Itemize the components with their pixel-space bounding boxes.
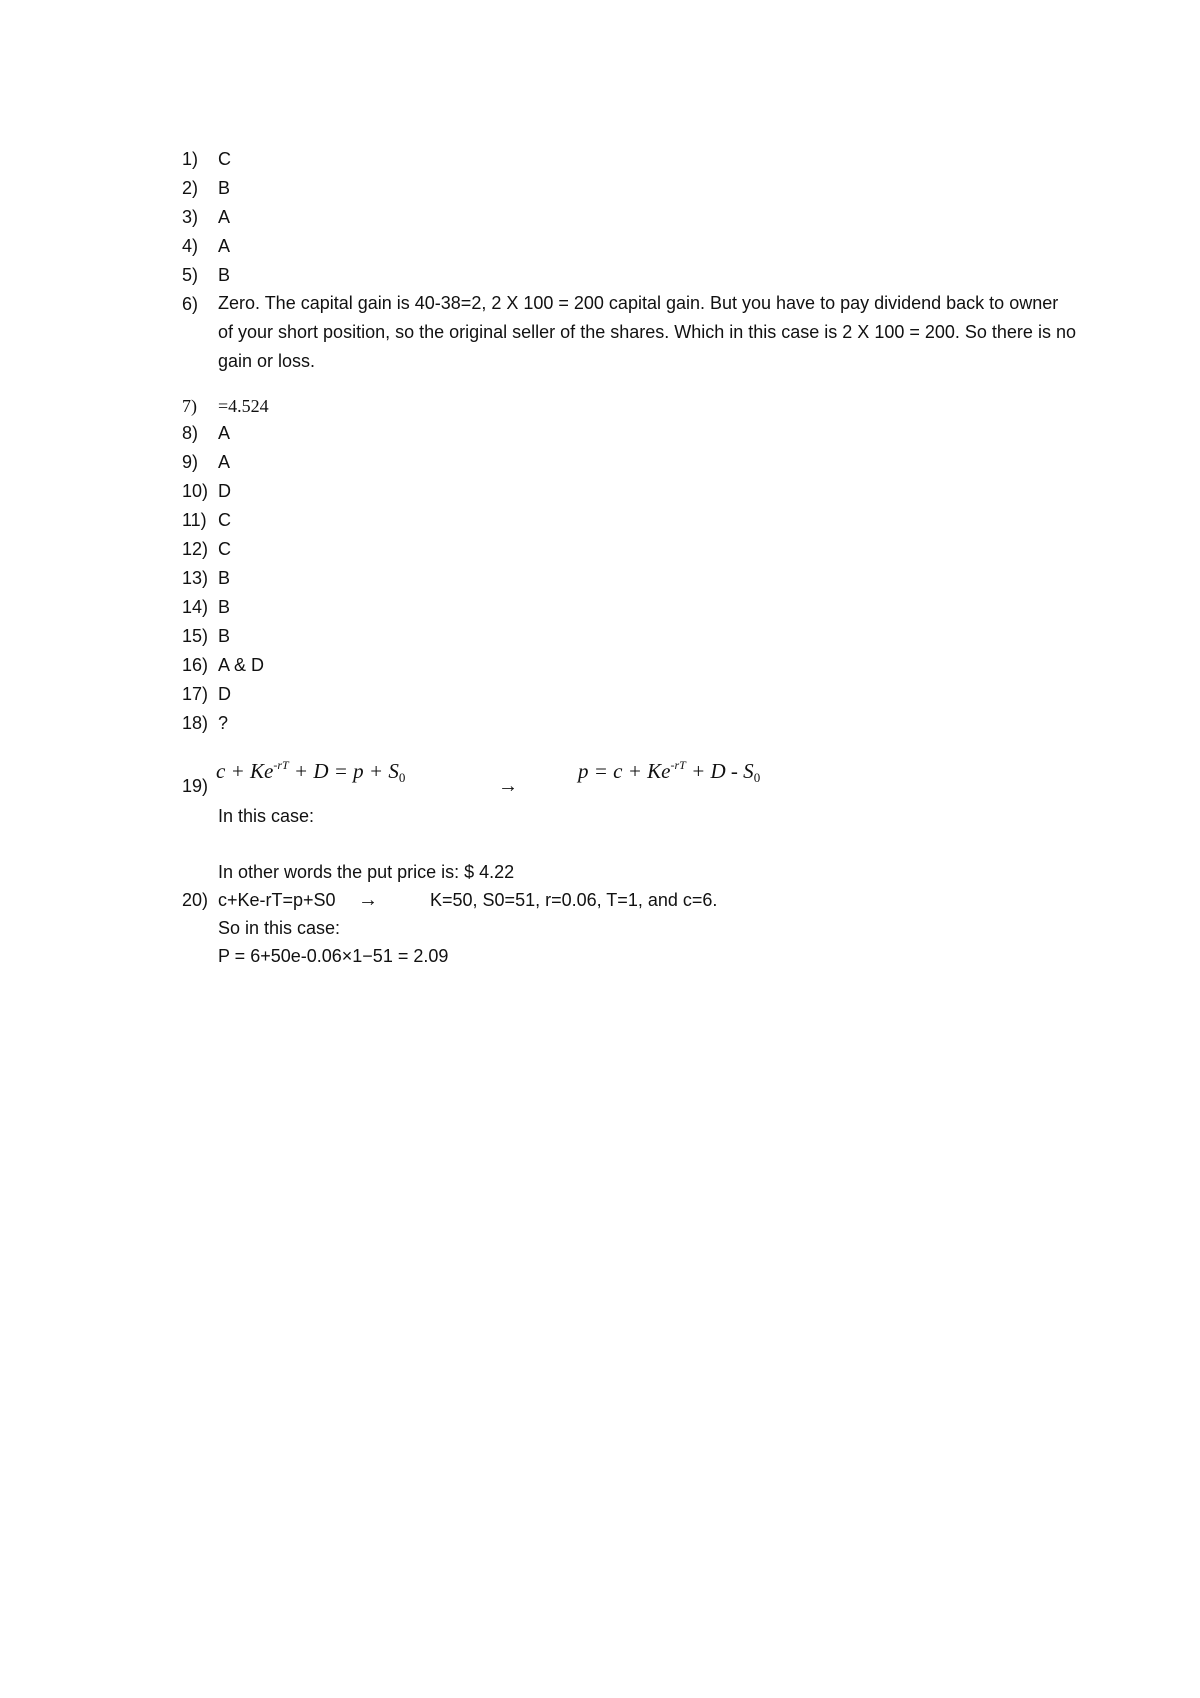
answer-2 [182,178,198,198]
answer-20-formula: c+Ke-rT=p+S0 [218,890,336,910]
answer-value: A [218,236,231,256]
answer-11 [182,510,207,530]
answer-number: 5) [182,265,199,285]
answer-20-line-1: So in this case: [218,918,341,938]
answer-17 [182,684,208,704]
answer-15 [182,626,208,646]
answer-6-explanation: Zero. The capital gain is 40-38=2, 2 X 100 = 200 capital gain. But you have to pay dividend back to owner of your short position, so the original seller of the shares. Which in this case is 2 X 100 = 200. So there is no gain or loss. [218,293,1076,371]
answer-13 [182,568,208,588]
answer-number: 20) [182,890,209,910]
answer-20-line-2: P = 6+50e-0.06×1−51 = 2.09 [218,946,449,966]
answer-value: ? [218,713,229,733]
answer-3 [182,207,198,227]
answer-9 [182,452,198,472]
answer-10 [182,481,208,501]
answer-number: 12) [182,539,209,559]
put-call-parity-formula: $c + Ke^{-rT} + D = p + S_0$ [216,758,406,785]
answer-value: D [218,481,231,501]
answer-value: B [218,265,231,285]
answer-14 [182,597,208,617]
answer-number: 3) [182,207,199,227]
answer-number: 11) [182,510,207,530]
answer-20-params: K=50, S0=51, r=0.06, T=1, and c=6. [430,890,718,910]
answer-value: D [218,684,231,704]
answer-19-line-1: In this case: [218,806,315,826]
arrow-right-icon: → [358,889,378,911]
answer-number: 18) [182,713,209,733]
answer-18 [182,713,208,733]
arrow-right-icon: → [498,775,518,797]
answer-4 [182,236,198,256]
answer-number: 10) [182,481,209,501]
answer-value: B [218,626,231,646]
answer-1 [182,149,198,169]
answer-12 [182,539,208,559]
answer-number: 17) [182,684,209,704]
answer-value: B [218,178,231,198]
answer-number: 9) [182,452,199,472]
answer-number: 19) [182,776,209,796]
answer-value: A [218,452,231,472]
answer-number: 4) [182,236,199,256]
answer-value: C [218,539,231,559]
answer-number: 7) [182,396,197,416]
answer-16 [182,655,208,675]
answer-19 [182,776,208,796]
answer-value: B [218,597,231,617]
answer-number: 2) [182,178,199,198]
answer-value: A [218,423,231,443]
answer-value: A & D [218,655,265,675]
answer-5 [182,265,198,285]
answer-6 [182,294,198,314]
answer-number: 8) [182,423,199,443]
answer-19-line-2: In other words the put price is: $ 4.22 [218,862,515,882]
answer-7 [182,396,197,416]
answer-number: 1) [182,149,199,169]
answer-8 [182,423,198,443]
answer-value: C [218,149,231,169]
answer-20 [182,890,208,910]
answer-value: B [218,568,231,588]
answer-number: 14) [182,597,209,617]
answer-number: 16) [182,655,209,675]
answer-number: 15) [182,626,209,646]
answer-number: 6) [182,294,199,314]
answer-value: C [218,510,231,530]
put-price-formula: $p = c + Ke^{-rT} + D - S_0$ [578,758,761,785]
answer-value: =4.524 [218,396,269,416]
answer-value: A [218,207,231,227]
answer-number: 13) [182,568,209,588]
